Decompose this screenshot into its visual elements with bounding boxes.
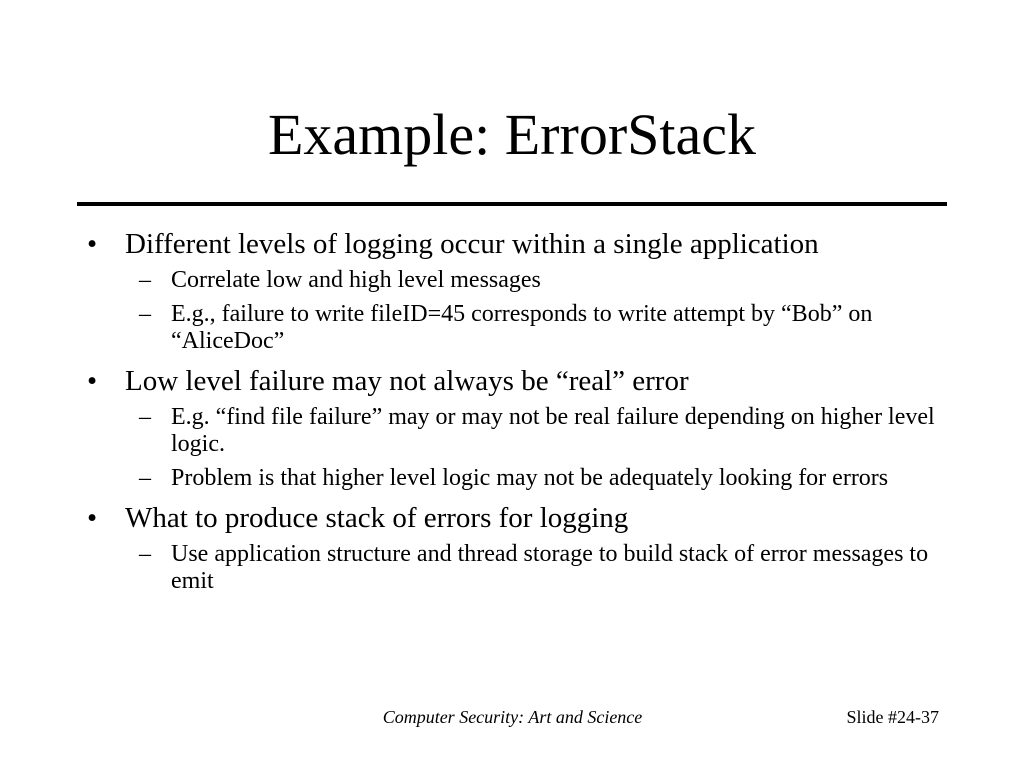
sub-bullet-text: E.g., failure to write fileID=45 corresponds to write attempt by “Bob” on “AliceDoc” [171, 301, 873, 354]
bullet-item [87, 365, 885, 397]
footer-slide-number: Slide #24-37 [846, 707, 939, 727]
sub-bullet-item [139, 267, 941, 294]
sub-bullet-text: Problem is that higher level logic may not be adequately looking for errors [171, 465, 889, 491]
dash-icon: – [139, 465, 151, 491]
bullet-item [87, 502, 885, 534]
bullet-dot-icon: • [87, 365, 98, 397]
sub-bullet-item [139, 404, 941, 458]
bullet-text: What to produce stack of errors for logging [125, 502, 629, 534]
bullet-item [87, 228, 885, 260]
sub-bullet-item [139, 465, 941, 492]
dash-icon: – [139, 541, 151, 567]
bullet-dot-icon: • [87, 502, 98, 534]
sub-bullet-text: E.g. “find file failure” may or may not be real failure depending on higher level logic. [171, 404, 935, 457]
dash-icon: – [139, 404, 151, 430]
slide-body [0, 224, 1024, 595]
sub-bullet-item [139, 301, 941, 355]
bullet-dot-icon: • [87, 228, 98, 260]
slide-title: Example: ErrorStack [268, 102, 756, 167]
dash-icon: – [139, 267, 151, 293]
bullet-text: Low level failure may not always be “real” error [125, 365, 689, 397]
bullet-text: Different levels of logging occur within a single application [125, 228, 819, 260]
dash-icon: – [139, 301, 151, 327]
sub-bullet-item [139, 541, 941, 595]
footer-course-title: Computer Security: Art and Science [382, 707, 643, 727]
sub-bullet-text: Use application structure and thread storage to build stack of error messages to emit [171, 541, 929, 594]
title-divider [77, 202, 947, 206]
sub-bullet-text: Correlate low and high level messages [171, 267, 541, 293]
